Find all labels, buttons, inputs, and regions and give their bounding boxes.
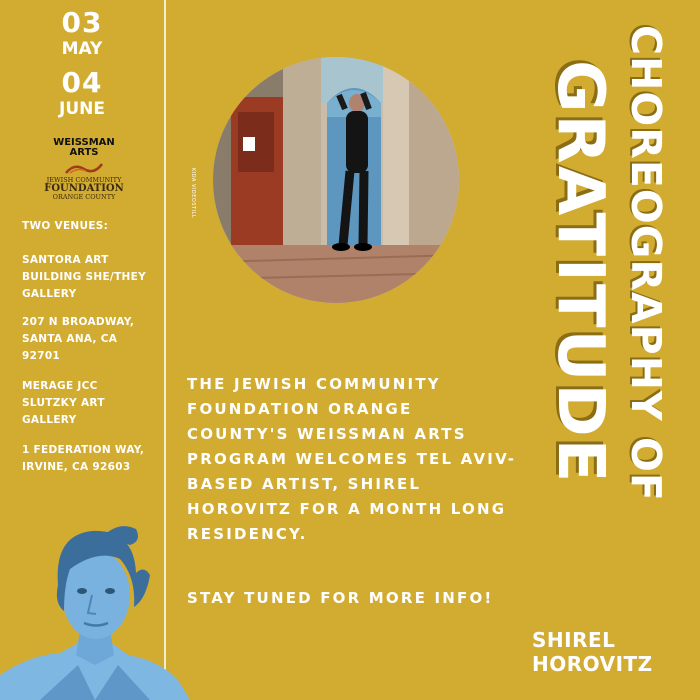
performance-scene: [213, 57, 459, 303]
end-month: JUNE: [59, 99, 105, 119]
description-text: THE JEWISH COMMUNITY FOUNDATION ORANGE COUNTY'S WEISSMAN ARTS PROGRAM WELCOMES TEL AVIV-BASED ARTIST, SHIREL HOROVITZ FOR A MONTH LONG RESIDENCY.: [187, 375, 517, 543]
logo-org-2: FOUNDATION: [44, 183, 124, 194]
title-line-1: CHOREOGRAPHY OF: [622, 25, 670, 502]
logo-org-1: JEWISH COMMUNITY: [46, 176, 122, 184]
logo-line-1: WEISSMAN: [53, 137, 115, 148]
title-line-2: GRATITUDE: [543, 60, 617, 485]
artist-first-name: SHIREL: [532, 628, 616, 652]
venue-1-name: SANTORA ART BUILDING SHE/THEY GALLERY: [22, 254, 146, 300]
start-date: [0, 6, 164, 59]
end-day: 04: [61, 66, 103, 99]
start-day: 03: [61, 6, 103, 39]
venue-2-name: MERAGE JCC SLUTZKY ART GALLERY: [22, 380, 105, 426]
performance-photo: [213, 57, 459, 303]
venue-2-address: 1 FEDERATION WAY, IRVINE, CA 92603: [22, 444, 145, 473]
logo-org-3: ORANGE COUNTY: [52, 193, 116, 201]
stay-tuned-text: STAY TUNED FOR MORE INFO!: [187, 589, 494, 607]
start-month: MAY: [61, 39, 103, 59]
artist-portrait: [0, 515, 190, 700]
venues-heading: TWO VENUES:: [22, 220, 109, 232]
end-date: [0, 66, 164, 119]
weissman-arts-logo: [34, 138, 134, 204]
venue-1-address: 207 N BROADWAY, SANTA ANA, CA 92701: [22, 316, 135, 362]
artist-name: [532, 628, 653, 676]
photo-credit: KIDA VIDEOSTILL: [190, 168, 196, 219]
logo-mark-icon: [64, 161, 104, 175]
logo-line-2: ARTS: [69, 147, 99, 158]
artist-last-name: HOROVITZ: [532, 652, 653, 676]
